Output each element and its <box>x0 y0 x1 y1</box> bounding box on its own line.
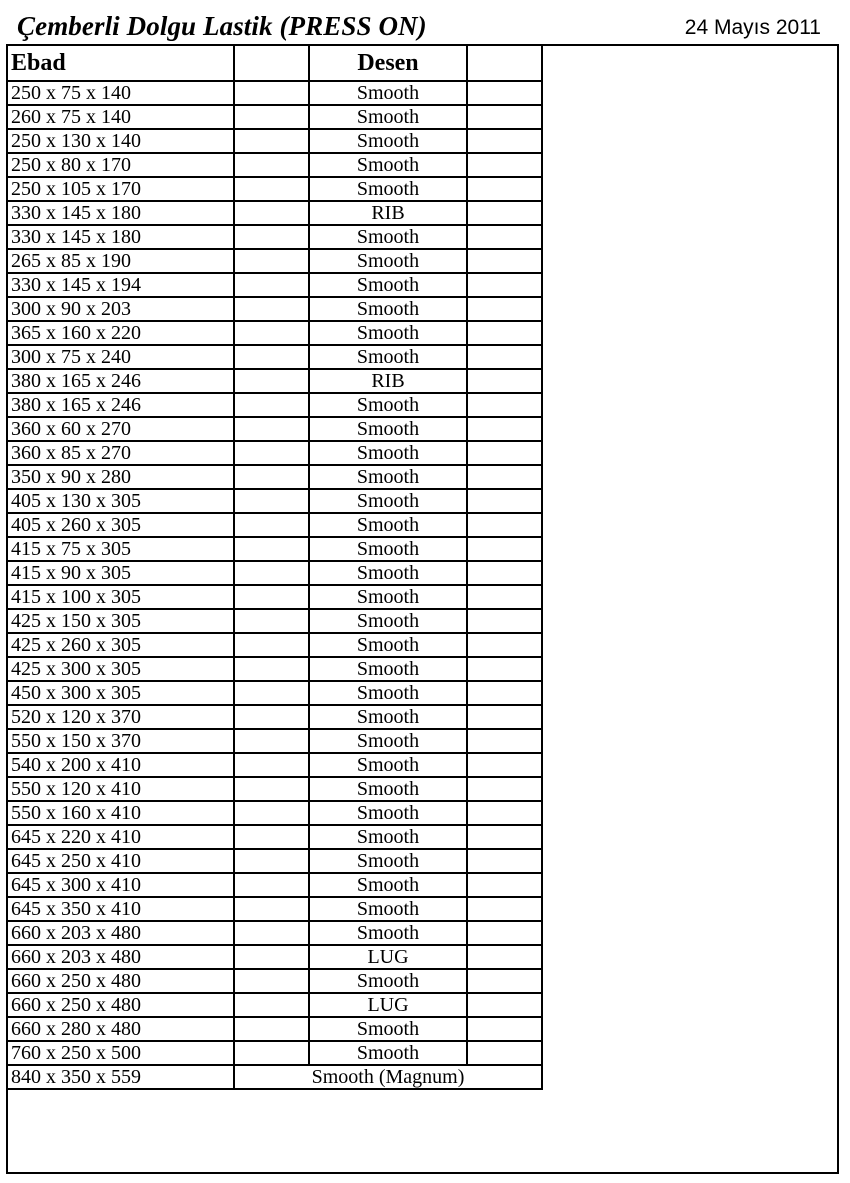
empty-cell <box>467 729 542 753</box>
size-cell: 250 x 105 x 170 <box>7 177 234 201</box>
table-row <box>7 105 542 129</box>
size-cell: 330 x 145 x 180 <box>7 225 234 249</box>
table-row <box>7 81 542 105</box>
size-cell: 330 x 145 x 194 <box>7 273 234 297</box>
pattern-cell: Smooth <box>309 177 467 201</box>
empty-cell <box>467 897 542 921</box>
empty-cell <box>467 201 542 225</box>
pattern-cell: Smooth <box>309 417 467 441</box>
pattern-cell: LUG <box>309 945 467 969</box>
table-row <box>7 729 542 753</box>
pattern-cell: Smooth <box>309 441 467 465</box>
pattern-cell: Smooth <box>309 849 467 873</box>
empty-cell <box>234 849 309 873</box>
empty-cell <box>467 657 542 681</box>
size-cell: 660 x 250 x 480 <box>7 969 234 993</box>
table-row <box>7 273 542 297</box>
size-cell: 520 x 120 x 370 <box>7 705 234 729</box>
table-row <box>7 153 542 177</box>
pattern-cell: Smooth <box>309 921 467 945</box>
table-row <box>7 201 542 225</box>
empty-cell <box>467 225 542 249</box>
empty-cell <box>467 633 542 657</box>
empty-cell <box>467 705 542 729</box>
size-cell: 330 x 145 x 180 <box>7 201 234 225</box>
empty-cell <box>467 1041 542 1065</box>
empty-cell <box>234 777 309 801</box>
empty-cell <box>234 705 309 729</box>
table-row <box>7 921 542 945</box>
size-cell: 415 x 100 x 305 <box>7 585 234 609</box>
empty-cell <box>234 969 309 993</box>
table-row <box>7 657 542 681</box>
size-cell: 540 x 200 x 410 <box>7 753 234 777</box>
size-cell: 645 x 220 x 410 <box>7 825 234 849</box>
pattern-cell: Smooth <box>309 249 467 273</box>
size-cell: 550 x 160 x 410 <box>7 801 234 825</box>
empty-cell <box>234 513 309 537</box>
table-row <box>7 753 542 777</box>
table-row <box>7 945 542 969</box>
pattern-cell: Smooth <box>309 873 467 897</box>
empty-cell <box>467 969 542 993</box>
empty-cell <box>234 369 309 393</box>
document-title: Çemberli Dolgu Lastik (PRESS ON) <box>17 11 427 41</box>
table-row <box>7 369 542 393</box>
empty-cell <box>234 897 309 921</box>
size-cell: 300 x 75 x 240 <box>7 345 234 369</box>
table-body <box>7 81 542 1089</box>
empty-cell <box>467 801 542 825</box>
empty-cell <box>234 465 309 489</box>
pattern-cell: Smooth <box>309 825 467 849</box>
empty-cell <box>234 1041 309 1065</box>
empty-cell <box>467 873 542 897</box>
size-cell: 265 x 85 x 190 <box>7 249 234 273</box>
empty-cell <box>234 273 309 297</box>
empty-cell <box>234 249 309 273</box>
size-cell: 260 x 75 x 140 <box>7 105 234 129</box>
pattern-cell: Smooth <box>309 633 467 657</box>
empty-cell <box>234 945 309 969</box>
table-row <box>7 993 542 1017</box>
empty-cell <box>234 729 309 753</box>
table-row <box>7 1017 542 1041</box>
empty-cell <box>467 537 542 561</box>
pattern-cell: Smooth <box>309 729 467 753</box>
empty-cell <box>234 177 309 201</box>
table-row <box>7 537 542 561</box>
pattern-cell: Smooth <box>309 777 467 801</box>
size-cell: 360 x 60 x 270 <box>7 417 234 441</box>
table-row <box>7 705 542 729</box>
size-cell: 250 x 80 x 170 <box>7 153 234 177</box>
size-cell: 660 x 250 x 480 <box>7 993 234 1017</box>
pattern-cell: Smooth <box>309 345 467 369</box>
empty-cell <box>467 81 542 105</box>
table-row <box>7 969 542 993</box>
table-row <box>7 777 542 801</box>
empty-cell <box>234 993 309 1017</box>
pattern-cell: Smooth <box>309 561 467 585</box>
pattern-cell: Smooth <box>309 897 467 921</box>
empty-cell <box>234 633 309 657</box>
pattern-cell: Smooth <box>309 585 467 609</box>
table-row <box>7 585 542 609</box>
empty-cell <box>467 297 542 321</box>
size-cell: 405 x 260 x 305 <box>7 513 234 537</box>
pattern-cell: LUG <box>309 993 467 1017</box>
pattern-cell: Smooth <box>309 297 467 321</box>
empty-cell <box>234 609 309 633</box>
size-cell: 450 x 300 x 305 <box>7 681 234 705</box>
size-cell: 425 x 150 x 305 <box>7 609 234 633</box>
size-cell: 350 x 90 x 280 <box>7 465 234 489</box>
empty-cell <box>234 801 309 825</box>
empty-cell <box>467 825 542 849</box>
empty-cell <box>467 513 542 537</box>
table-row <box>7 129 542 153</box>
empty-cell <box>467 585 542 609</box>
pattern-cell: Smooth <box>309 609 467 633</box>
empty-cell <box>467 441 542 465</box>
empty-cell <box>467 489 542 513</box>
pattern-cell: RIB <box>309 369 467 393</box>
table-row <box>7 513 542 537</box>
document-date: 24 Mayıs 2011 <box>684 16 821 39</box>
empty-cell <box>467 561 542 585</box>
size-cell: 760 x 250 x 500 <box>7 1041 234 1065</box>
size-cell: 405 x 130 x 305 <box>7 489 234 513</box>
empty-cell <box>234 657 309 681</box>
table-row <box>7 681 542 705</box>
pattern-cell: Smooth <box>309 801 467 825</box>
pattern-cell: Smooth <box>309 969 467 993</box>
size-cell: 365 x 160 x 220 <box>7 321 234 345</box>
pattern-cell: Smooth <box>309 153 467 177</box>
empty-cell <box>467 993 542 1017</box>
empty-cell <box>467 177 542 201</box>
pattern-cell: Smooth <box>309 705 467 729</box>
empty-cell <box>234 393 309 417</box>
empty-cell <box>234 681 309 705</box>
empty-cell <box>467 369 542 393</box>
table-row <box>7 321 542 345</box>
empty-cell <box>234 297 309 321</box>
size-cell: 550 x 150 x 370 <box>7 729 234 753</box>
empty-cell <box>234 1017 309 1041</box>
pattern-cell: Smooth <box>309 225 467 249</box>
table-row <box>7 225 542 249</box>
empty-header-cell <box>467 45 542 81</box>
table-row <box>7 177 542 201</box>
pattern-cell: Smooth <box>309 753 467 777</box>
empty-cell <box>467 921 542 945</box>
size-cell: 550 x 120 x 410 <box>7 777 234 801</box>
table-row <box>7 441 542 465</box>
pattern-cell: Smooth <box>309 105 467 129</box>
table-header-row <box>7 45 542 81</box>
empty-cell <box>467 105 542 129</box>
pattern-cell: Smooth <box>309 129 467 153</box>
pattern-cell: Smooth <box>309 1017 467 1041</box>
empty-cell <box>467 417 542 441</box>
empty-cell <box>467 753 542 777</box>
empty-cell <box>467 345 542 369</box>
empty-cell <box>234 417 309 441</box>
size-cell: 425 x 300 x 305 <box>7 657 234 681</box>
table-row <box>7 465 542 489</box>
empty-cell <box>234 489 309 513</box>
size-cell: 415 x 90 x 305 <box>7 561 234 585</box>
size-cell: 660 x 280 x 480 <box>7 1017 234 1041</box>
size-cell: 645 x 250 x 410 <box>7 849 234 873</box>
table-row <box>7 873 542 897</box>
empty-cell <box>234 561 309 585</box>
pattern-cell: Smooth <box>309 657 467 681</box>
pattern-cell: Smooth <box>309 321 467 345</box>
table-row <box>7 849 542 873</box>
size-cell: 645 x 300 x 410 <box>7 873 234 897</box>
size-cell: 380 x 165 x 246 <box>7 369 234 393</box>
size-cell: 360 x 85 x 270 <box>7 441 234 465</box>
pattern-cell: Smooth <box>309 393 467 417</box>
pattern-cell: Smooth <box>309 513 467 537</box>
table-row <box>7 609 542 633</box>
table-row <box>7 417 542 441</box>
empty-cell <box>467 609 542 633</box>
tire-size-table <box>6 44 543 1090</box>
size-cell: 250 x 130 x 140 <box>7 129 234 153</box>
empty-cell <box>234 921 309 945</box>
table-row <box>7 801 542 825</box>
table-row <box>7 825 542 849</box>
table-row <box>7 489 542 513</box>
table-row <box>7 249 542 273</box>
size-cell: 380 x 165 x 246 <box>7 393 234 417</box>
table-row <box>7 393 542 417</box>
empty-cell <box>234 537 309 561</box>
empty-cell <box>467 273 542 297</box>
empty-cell <box>234 873 309 897</box>
empty-cell <box>234 201 309 225</box>
empty-cell <box>234 153 309 177</box>
empty-cell <box>234 585 309 609</box>
empty-header-cell <box>234 45 309 81</box>
pattern-cell: Smooth <box>309 489 467 513</box>
empty-cell <box>234 225 309 249</box>
empty-cell <box>467 777 542 801</box>
size-cell: 300 x 90 x 203 <box>7 297 234 321</box>
size-cell: 660 x 203 x 480 <box>7 945 234 969</box>
empty-cell <box>467 681 542 705</box>
empty-cell <box>467 945 542 969</box>
empty-cell <box>467 393 542 417</box>
table-row <box>7 297 542 321</box>
empty-cell <box>467 321 542 345</box>
pattern-cell: Smooth <box>309 465 467 489</box>
empty-cell <box>234 81 309 105</box>
pattern-cell: Smooth <box>309 273 467 297</box>
empty-cell <box>234 321 309 345</box>
size-cell: 415 x 75 x 305 <box>7 537 234 561</box>
empty-cell <box>234 129 309 153</box>
pattern-cell: Smooth <box>309 537 467 561</box>
table-row <box>7 633 542 657</box>
size-cell: 840 x 350 x 559 <box>7 1065 234 1089</box>
empty-cell <box>467 849 542 873</box>
column-header-size: Ebad <box>7 45 234 81</box>
empty-cell <box>234 345 309 369</box>
size-cell: 645 x 350 x 410 <box>7 897 234 921</box>
table-row <box>7 1041 542 1065</box>
table-row <box>7 897 542 921</box>
table-row <box>7 561 542 585</box>
table-row <box>7 345 542 369</box>
empty-cell <box>234 441 309 465</box>
size-cell: 425 x 260 x 305 <box>7 633 234 657</box>
empty-cell <box>467 153 542 177</box>
empty-cell <box>467 1017 542 1041</box>
pattern-cell: Smooth <box>309 1041 467 1065</box>
empty-cell <box>467 249 542 273</box>
pattern-cell: Smooth <box>309 81 467 105</box>
empty-cell <box>467 465 542 489</box>
column-header-pattern: Desen <box>309 45 467 81</box>
table-row <box>7 1065 542 1089</box>
pattern-cell: Smooth <box>309 681 467 705</box>
pattern-cell: Smooth (Magnum) <box>234 1065 542 1089</box>
empty-cell <box>467 129 542 153</box>
empty-cell <box>234 105 309 129</box>
empty-cell <box>234 753 309 777</box>
empty-cell <box>234 825 309 849</box>
size-cell: 250 x 75 x 140 <box>7 81 234 105</box>
size-cell: 660 x 203 x 480 <box>7 921 234 945</box>
pattern-cell: RIB <box>309 201 467 225</box>
